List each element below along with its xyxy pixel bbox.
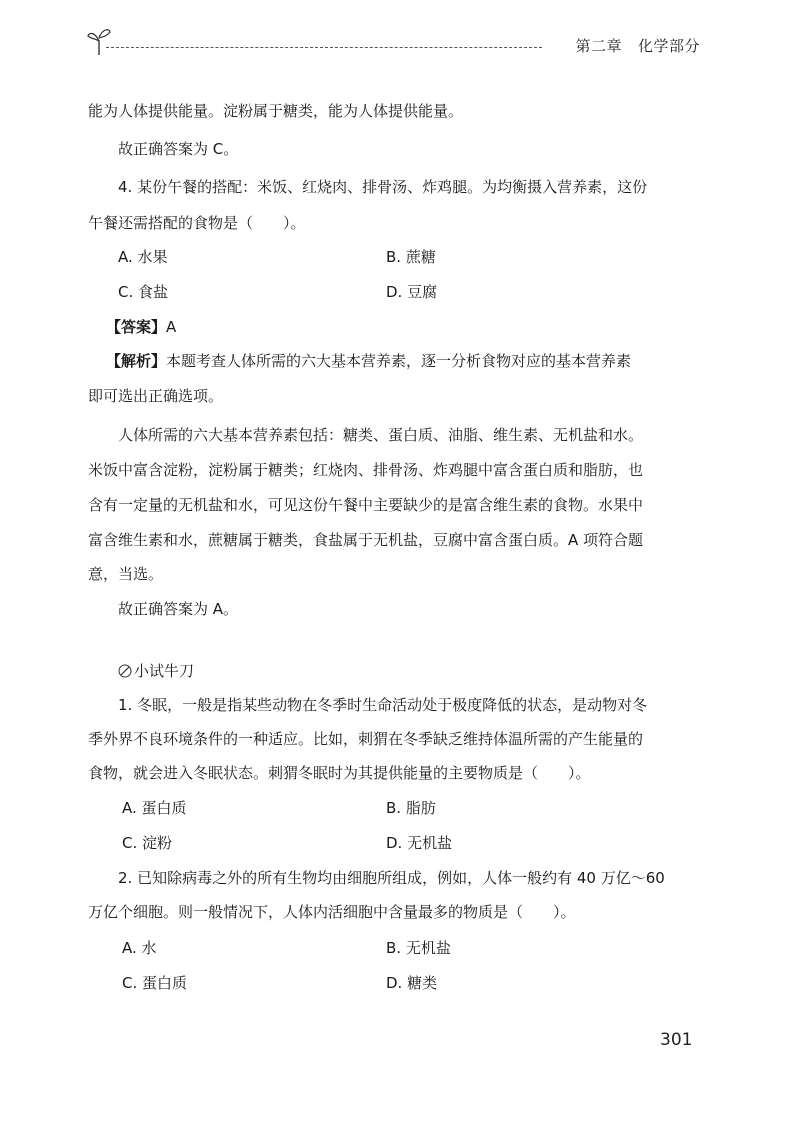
text-line: 故正确答案为 C。 bbox=[118, 140, 239, 158]
pencil-circle-icon bbox=[118, 664, 132, 678]
q1-option-b: B. 脂肪 bbox=[386, 799, 436, 817]
paragraph-line: 人体所需的六大基本营养素包括：糖类、蛋白质、油脂、维生素、无机盐和水。 bbox=[118, 426, 644, 444]
question-1: 1. 冬眠，一般是指某些动物在冬季时生命活动处于极度降低的状态，是动物对冬 bbox=[118, 696, 648, 714]
analysis-label: 【解析】 bbox=[106, 352, 167, 370]
practice-heading bbox=[118, 660, 194, 681]
question-4: 4. 某份午餐的搭配：米饭、红烧肉、排骨汤、炸鸡腿。为均衡摄入营养素，这份 bbox=[118, 178, 648, 196]
paragraph-line: 意，当选。 bbox=[88, 565, 164, 583]
practice-title: 小试牛刀 bbox=[134, 662, 195, 680]
q1-option-d: D. 无机盐 bbox=[386, 834, 453, 852]
q4-option-c: C. 食盐 bbox=[118, 283, 169, 301]
analysis-line bbox=[106, 350, 631, 371]
answer-line bbox=[106, 316, 176, 337]
paragraph-line: 富含维生素和水，蔗糖属于糖类，食盐属于无机盐，豆腐中富含蛋白质。A 项符合题 bbox=[88, 531, 644, 549]
question-2-cont: 万亿个细胞。则一般情况下，人体内活细胞中含量最多的物质是（ ）。 bbox=[88, 903, 576, 921]
q4-option-b: B. 蔗糖 bbox=[386, 248, 436, 266]
text-line: 能为人体提供能量。淀粉属于糖类，能为人体提供能量。 bbox=[88, 102, 464, 120]
paragraph-line: 含有一定量的无机盐和水，可见这份午餐中主要缺少的是富含维生素的食物。水果中 bbox=[88, 496, 644, 514]
answer-label: 【答案】 bbox=[106, 318, 167, 336]
chapter-label: 第二章 bbox=[575, 37, 622, 55]
page-number: 301 bbox=[660, 1030, 693, 1050]
paragraph-line: 米饭中富含淀粉，淀粉属于糖类；红烧肉、排骨汤、炸鸡腿中富含蛋白质和脂肪，也 bbox=[88, 461, 644, 479]
q2-option-c: C. 蛋白质 bbox=[122, 974, 188, 992]
question-2: 2. 已知除病毒之外的所有生物均由细胞所组成，例如，人体一般约有 40 万亿～60 bbox=[118, 869, 665, 887]
part-label: 化学部分 bbox=[637, 37, 700, 55]
q1-option-c: C. 淀粉 bbox=[122, 834, 173, 852]
question-1-cont: 季外界不良环境条件的一种适应。比如，刺猬在冬季缺乏维持体温所需的产生能量的 bbox=[88, 730, 644, 748]
q4-option-a: A. 水果 bbox=[118, 248, 168, 266]
q2-option-d: D. 糖类 bbox=[386, 974, 438, 992]
analysis-text: 本题考查人体所需的六大基本营养素，逐一分析食物对应的基本营养素 bbox=[166, 352, 632, 370]
page-body bbox=[88, 0, 693, 1129]
conclusion-line: 故正确答案为 A。 bbox=[118, 600, 239, 618]
q1-option-a: A. 蛋白质 bbox=[122, 799, 187, 817]
question-1-cont: 食物，就会进入冬眠状态。刺猬冬眠时为其提供能量的主要物质是（ ）。 bbox=[88, 764, 591, 782]
q4-option-d: D. 豆腐 bbox=[386, 283, 438, 301]
q2-option-a: A. 水 bbox=[122, 939, 157, 957]
answer-value: A bbox=[166, 318, 177, 336]
analysis-cont: 即可选出正确选项。 bbox=[88, 387, 224, 405]
question-4-cont: 午餐还需搭配的食物是（ ）。 bbox=[88, 214, 306, 232]
q2-option-b: B. 无机盐 bbox=[386, 939, 451, 957]
